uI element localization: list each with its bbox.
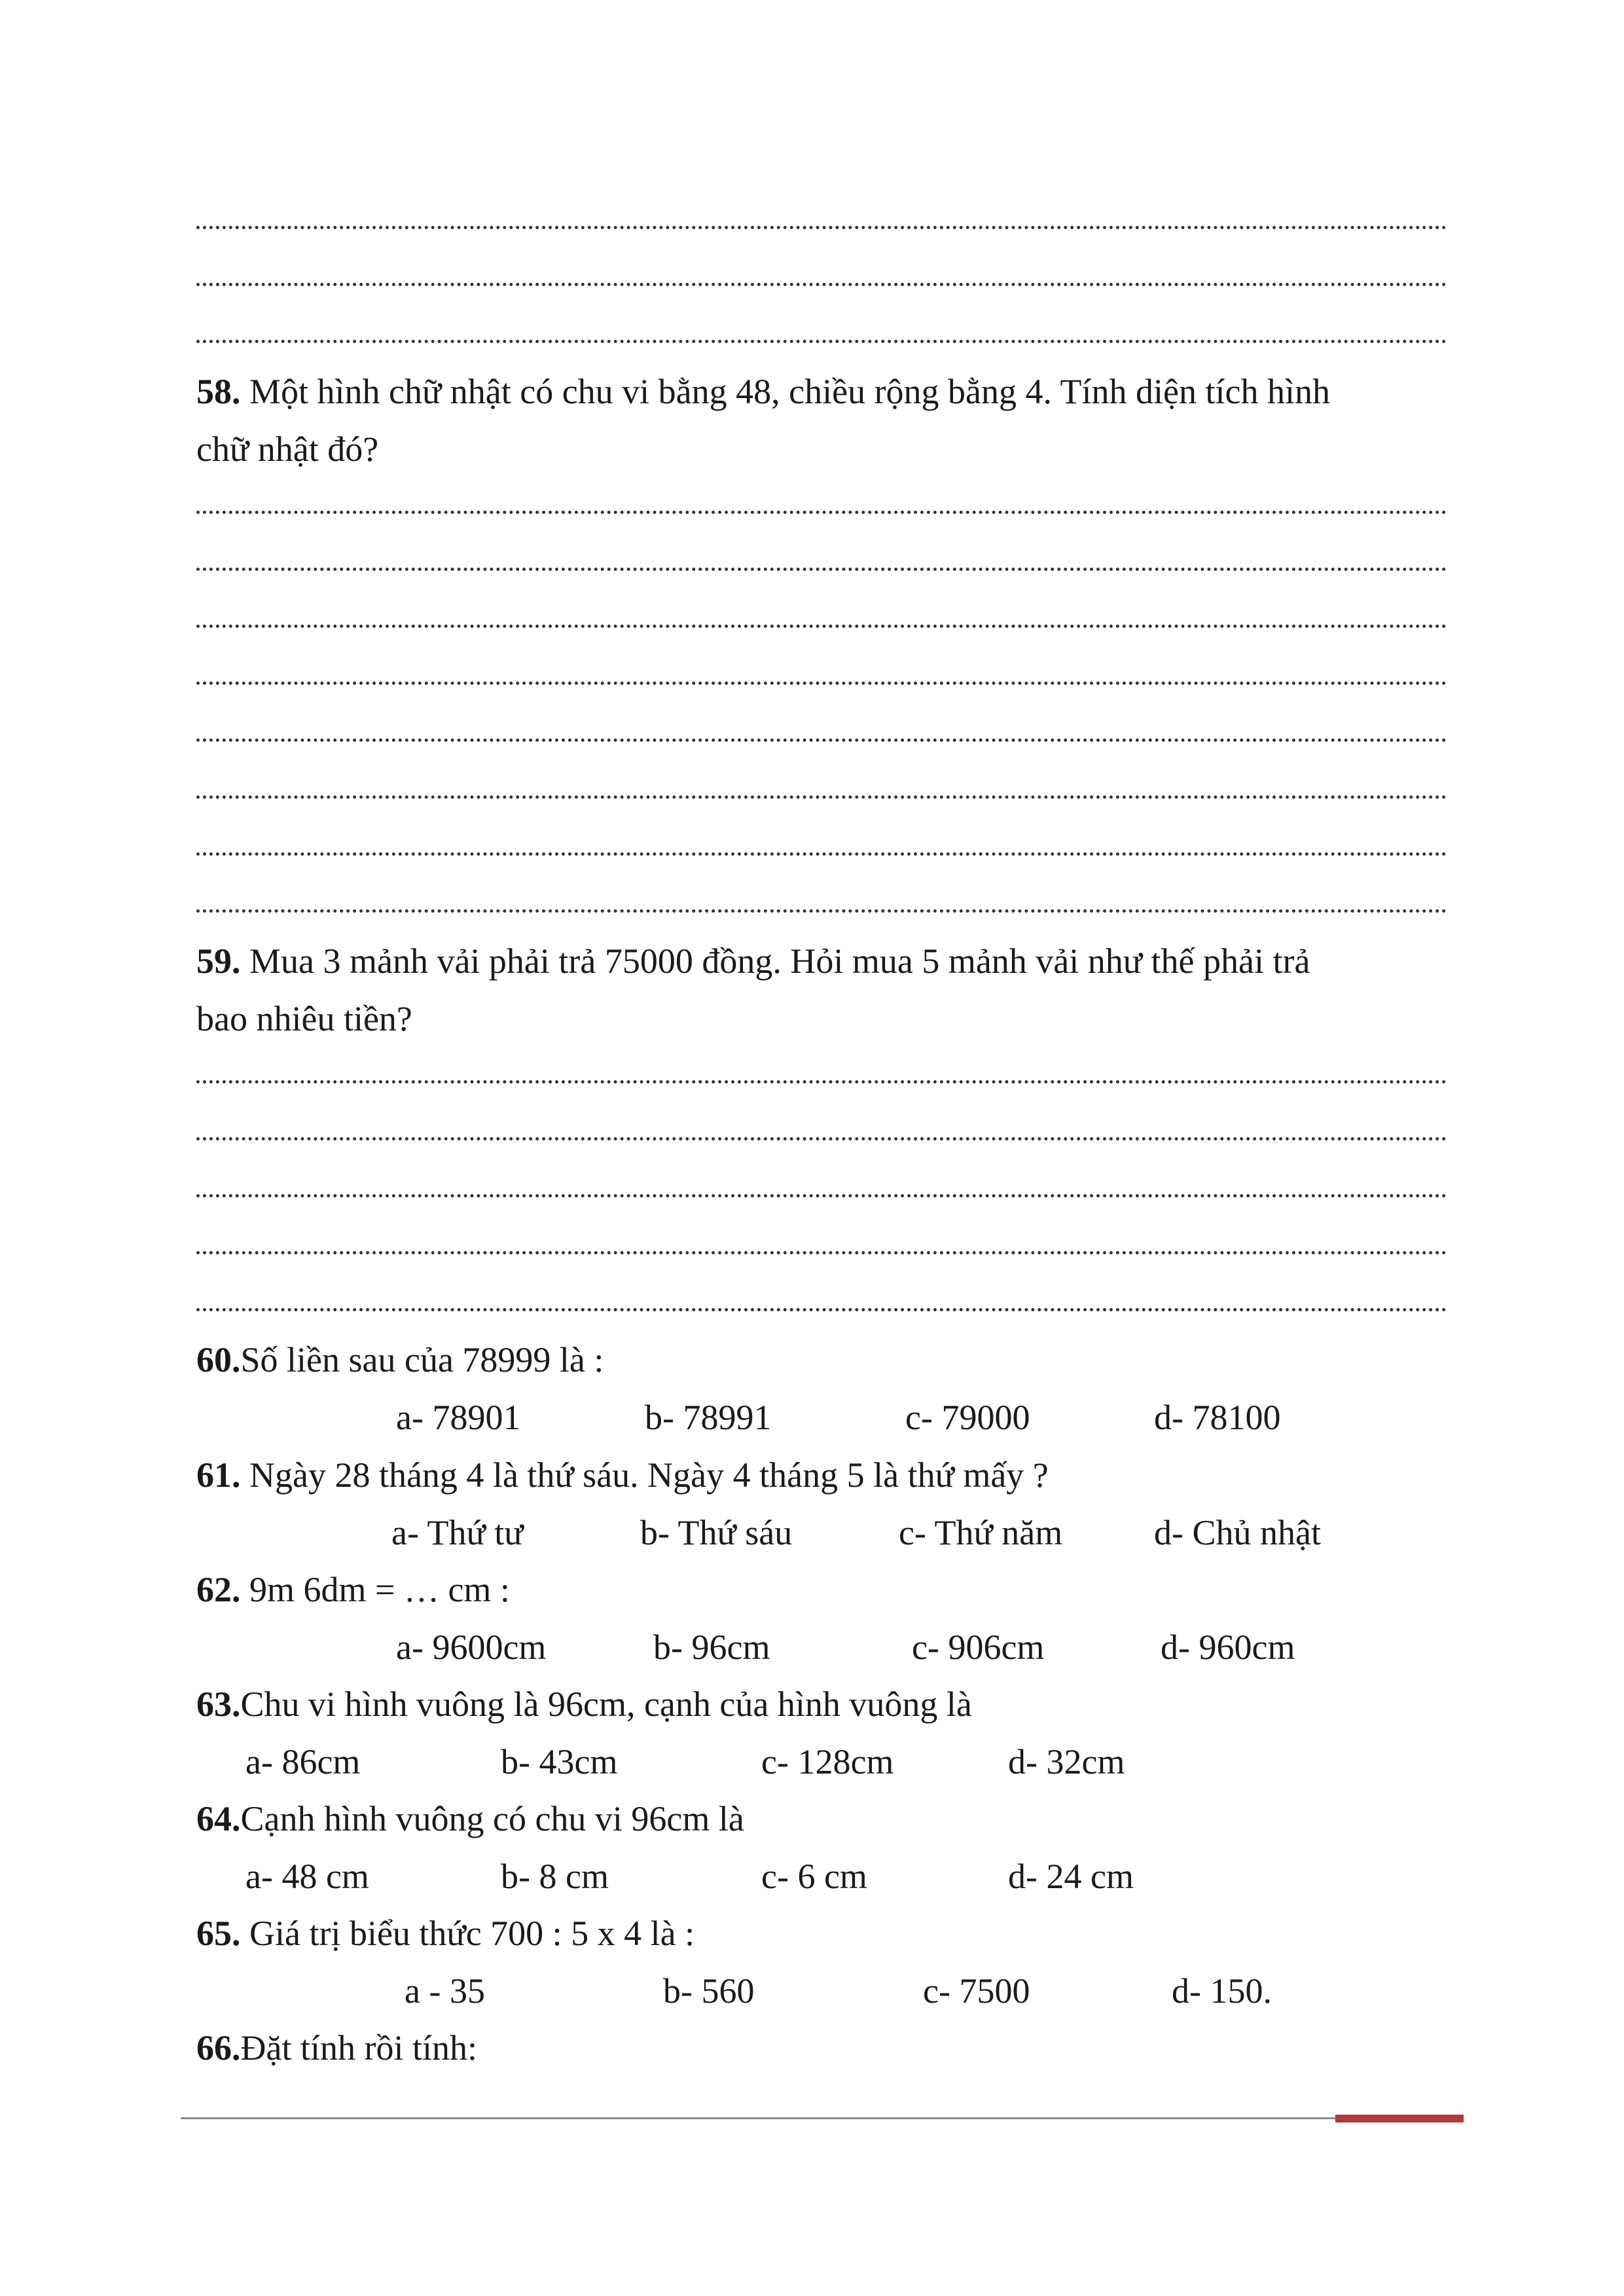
question-text: Cạnh hình vuông có chu vi 96cm là — [240, 1799, 744, 1838]
answer-line — [196, 909, 1447, 913]
answer-line — [196, 1080, 1447, 1084]
answer-line — [196, 283, 1447, 286]
question-text: bao nhiêu tiền? — [196, 999, 412, 1038]
option-d: d- 32cm — [1008, 1742, 1125, 1781]
question-62 — [196, 1567, 510, 1613]
option-a: a- 78901 — [396, 1398, 521, 1437]
question-text: chữ nhật đó? — [196, 429, 379, 469]
question-text: Mua 3 mảnh vải phải trả 75000 đồng. Hỏi mua 5 mảnh vải như thế phải trả — [240, 941, 1310, 981]
question-number: 64. — [196, 1799, 241, 1838]
question-64 — [196, 1796, 744, 1842]
question-text: Đặt tính rồi tính: — [240, 2028, 477, 2068]
question-59 — [196, 938, 1310, 984]
answer-line — [196, 226, 1447, 229]
option-c: c- 906cm — [912, 1628, 1045, 1667]
question-text: 9m 6dm = … cm : — [240, 1570, 510, 1609]
option-c: c- 7500 — [923, 1971, 1030, 2011]
option-a: a- 86cm — [245, 1742, 361, 1781]
answer-line — [196, 1308, 1447, 1311]
question-61 — [196, 1452, 1049, 1498]
question-number: 58. — [196, 372, 241, 411]
option-d: d- 150. — [1172, 1971, 1272, 2011]
answer-line — [196, 682, 1447, 685]
option-d: d- 24 cm — [1008, 1857, 1134, 1896]
question-number: 61. — [196, 1455, 241, 1495]
answer-line — [196, 568, 1447, 571]
answer-line — [196, 738, 1447, 742]
question-60 — [196, 1337, 604, 1383]
question-text: Giá trị biểu thức 700 : 5 x 4 là : — [240, 1914, 695, 1953]
answer-line — [196, 625, 1447, 628]
answer-line — [196, 340, 1447, 343]
option-a: a- 9600cm — [396, 1628, 547, 1667]
option-b: b- 78991 — [645, 1398, 772, 1437]
option-b: b- 96cm — [653, 1628, 770, 1667]
question-text: Một hình chữ nhật có chu vi bằng 48, chiều rộng bằng 4. Tính diện tích hình — [240, 372, 1330, 411]
question-text: Số liền sau của 78999 là : — [240, 1340, 604, 1379]
option-a: a - 35 — [405, 1971, 485, 2011]
option-d: d- 960cm — [1161, 1628, 1295, 1667]
question-65 — [196, 1910, 695, 1956]
option-c: c- 79000 — [905, 1398, 1030, 1437]
question-number: 66. — [196, 2028, 241, 2068]
question-number: 60. — [196, 1340, 241, 1379]
option-c: c- 128cm — [761, 1742, 894, 1781]
option-b: b- Thứ sáu — [640, 1513, 793, 1552]
question-59-line2 — [196, 996, 412, 1042]
option-d: d- 78100 — [1154, 1398, 1281, 1437]
answer-line — [196, 852, 1447, 856]
question-text: Ngày 28 tháng 4 là thứ sáu. Ngày 4 tháng 5 là thứ mấy ? — [240, 1455, 1049, 1495]
question-number: 59. — [196, 941, 241, 981]
question-58-line2 — [196, 426, 378, 472]
question-66 — [196, 2025, 477, 2071]
question-58 — [196, 369, 1330, 414]
question-number: 62. — [196, 1570, 241, 1609]
question-63 — [196, 1681, 972, 1727]
option-d: d- Chủ nhật — [1154, 1513, 1321, 1552]
option-b: b- 560 — [663, 1971, 755, 2011]
footer-divider — [181, 2117, 1339, 2119]
answer-line — [196, 1251, 1447, 1254]
question-number: 65. — [196, 1914, 241, 1953]
question-number: 63. — [196, 1685, 241, 1724]
answer-line — [196, 1194, 1447, 1197]
option-c: c- Thứ năm — [899, 1513, 1063, 1552]
answer-line — [196, 511, 1447, 514]
answer-line — [196, 1137, 1447, 1140]
option-a: a- 48 cm — [245, 1857, 369, 1896]
option-c: c- 6 cm — [761, 1857, 867, 1896]
footer-accent-bar — [1335, 2115, 1464, 2123]
option-a: a- Thứ tư — [391, 1513, 524, 1552]
option-b: b- 8 cm — [501, 1857, 609, 1896]
answer-line — [196, 795, 1447, 799]
option-b: b- 43cm — [501, 1742, 618, 1781]
question-text: Chu vi hình vuông là 96cm, cạnh của hình vuông là — [240, 1685, 972, 1724]
